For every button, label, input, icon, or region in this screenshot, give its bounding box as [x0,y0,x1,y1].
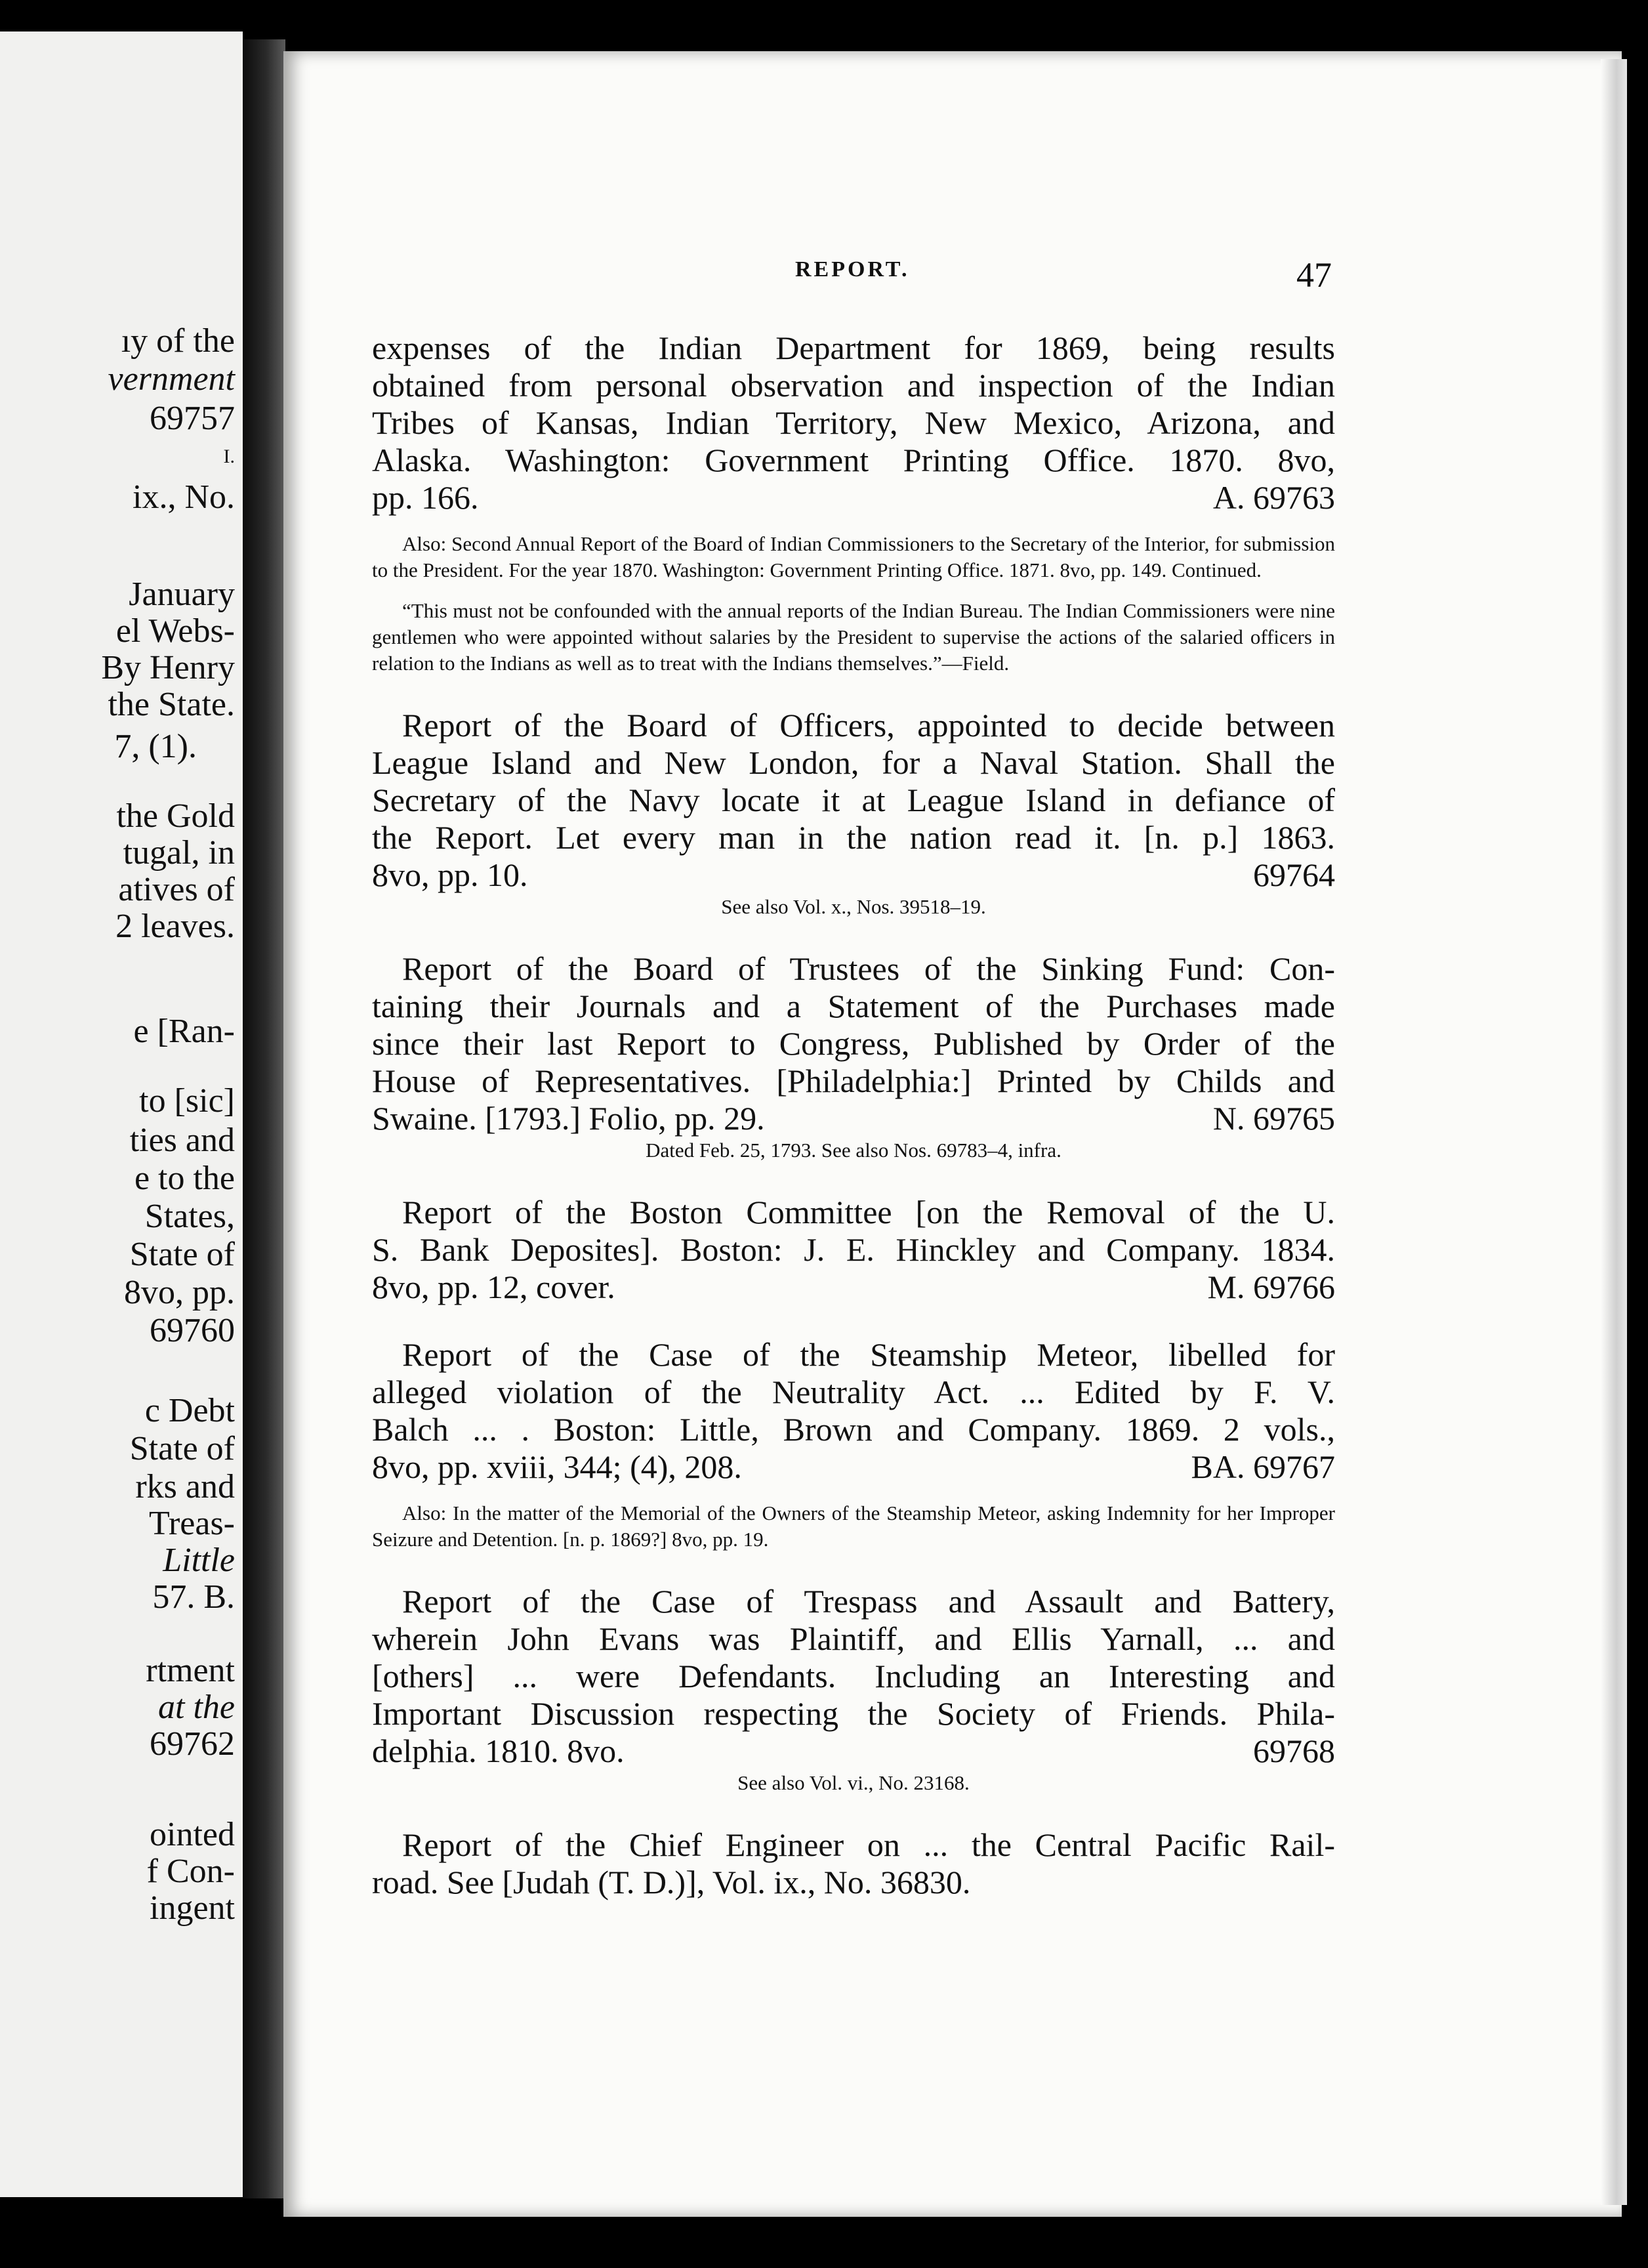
also-note: Also: In the matter of the Memorial of the Owners of the Steamship Meteor, asking Indemnity for her Improper Seizure and Detention. [n. p. 1869?] 8vo, pp. 19. [372,1502,1335,1551]
entry-line: wherein John Evans was Plaintiff, and Ellis Yarnall, ... and [372,1620,1335,1657]
entry-board-of-officers [372,707,1335,920]
entry-line: since their last Report to Congress, Published by Order of the [372,1025,1335,1062]
entry-line: Alaska. Washington: Government Printing Office. 1870. 8vo, [372,442,1335,478]
left-line: ıy of the [121,322,235,360]
text-column [372,329,1335,1901]
dated-note: Dated Feb. 25, 1793. See also Nos. 69783–4, infra. [646,1139,1061,1162]
left-line: e to the [134,1160,235,1197]
entry-line: Report of the Case of Trespass and Assault and Battery, [402,1583,1335,1620]
left-line: 7, (1). [114,728,197,765]
left-line: el Webs- [115,612,235,650]
left-line: By Henry [101,649,235,686]
entry-line: expenses of the Indian Department for 1869, being results [372,329,1335,366]
left-line: e [Ran- [133,1013,235,1050]
left-line: c Debt [144,1392,235,1429]
entry-line: [others] ... were Defendants. Including an Interesting and [372,1658,1335,1694]
left-line: January [129,576,235,613]
entry-trespass-case [372,1583,1335,1796]
left-line: 69762 [150,1725,235,1763]
entry-line: House of Representatives. [Philadelphia:] Printed by Childs and [372,1062,1335,1099]
left-page-fragment [0,32,243,2197]
left-line: 57. B. [152,1578,235,1616]
entry-line: Report of the Chief Engineer on ... the Central Pacific Rail- [402,1826,1335,1863]
entry-last-line [372,479,1335,516]
left-line: Treas- [149,1505,235,1542]
entry-chief-engineer [372,1826,1335,1901]
entry-last-line [372,1269,1335,1306]
page-edge [1601,59,1627,2205]
left-line: State of [129,1236,235,1273]
book-gutter [243,39,285,2198]
entry-number: M. 69766 [1207,1269,1335,1305]
see-also: See also Vol. vi., No. 23168. [737,1771,970,1794]
left-line: atives of [118,871,235,908]
entry-steamship-meteor [372,1336,1335,1553]
entry-tail: pp. 166. [372,479,479,516]
entry-line: the Report. Let every man in the nation read it. [n. p.] 1863. [372,819,1335,856]
left-line: f Con- [146,1853,235,1890]
entry-sinking-fund [372,950,1335,1164]
left-line: ix., No. [133,478,235,516]
entry-line: taining their Journals and a Statement of the Purchases made [372,988,1335,1024]
entry-line: Important Discussion respecting the Society of Friends. Phila- [372,1695,1335,1732]
entry-last-line [372,1100,1335,1137]
entry-last-line [372,1732,1335,1770]
entry-line: Balch ... . Boston: Little, Brown and Company. 1869. 2 vols., [372,1411,1335,1448]
left-line: ointed [150,1816,235,1853]
entry-indian-department [372,329,1335,677]
left-line: ingent [150,1889,235,1927]
entry-tail: Swaine. [1793.] Folio, pp. 29. [372,1100,765,1137]
left-line: Little [163,1542,235,1579]
entry-tail: 8vo, pp. xviii, 344; (4), 208. [372,1448,742,1485]
entry-number: 69764 [1253,856,1335,893]
entry-boston-committee [372,1194,1335,1306]
running-title: REPORT. [795,257,910,282]
left-line: 69757 [150,400,235,437]
left-line: States, [144,1198,235,1235]
entry-line: S. Bank Deposites]. Boston: J. E. Hinckley and Company. 1834. [372,1231,1335,1268]
entry-line: Tribes of Kansas, Indian Territory, New Mexico, Arizona, and [372,404,1335,441]
left-line: 2 leaves. [115,908,235,945]
entry-line: Report of the Case of the Steamship Meteor, libelled for [402,1336,1335,1373]
entry-last-line: road. See [Judah (T. D.)], Vol. ix., No. 36830. [372,1864,971,1900]
left-line: rks and [135,1468,235,1505]
left-line: ties and [129,1122,235,1159]
entry-line: Report of the Board of Officers, appointed to decide between [402,707,1335,744]
entry-line: alleged violation of the Neutrality Act. ... Edited by F. V. [372,1374,1335,1410]
left-line: tugal, in [123,834,235,872]
left-line: 8vo, pp. [124,1274,235,1311]
page-number: 47 [1296,255,1332,295]
entry-last-line [372,1448,1335,1486]
left-line: the State. [108,686,235,723]
left-line: rtment [146,1652,235,1689]
left-line: at the [158,1689,235,1726]
entry-line: Report of the Boston Committee [on the Removal of the U. [402,1194,1335,1230]
left-line: vernment [108,360,235,398]
entry-number: 69768 [1253,1732,1335,1769]
entry-line: obtained from personal observation and inspection of the Indian [372,367,1335,404]
entry-tail: 8vo, pp. 10. [372,856,528,893]
left-line: I. [223,446,235,467]
left-line: to [sic] [139,1082,235,1120]
also-note: Also: Second Annual Report of the Board of Indian Commissioners to the Secretary of the Interior, for submission to the President. For the year 1870. Washington: Government Printing Office. 1871. 8vo, pp. 149. Continued. [372,532,1335,581]
entry-line: Report of the Board of Trustees of the Sinking Fund: Con- [402,950,1335,987]
left-line: the Gold [116,797,235,835]
see-also: See also Vol. x., Nos. 39518–19. [721,895,986,918]
entry-number: A. 69763 [1212,479,1335,516]
entry-last-line [372,856,1335,894]
quote-note: “This must not be confounded with the annual reports of the Indian Bureau. The Indian Commissioners were nine gentlemen who were appointed without salaries by the President to supervise the actions of the salaried officers in relation to the Indians as well as to treat with the Indians themselves.”—Field. [372,599,1335,675]
entry-line: League Island and New London, for a Naval Station. Shall the [372,744,1335,781]
entry-tail: delphia. 1810. 8vo. [372,1732,625,1769]
entry-tail: 8vo, pp. 12, cover. [372,1269,615,1305]
entry-line: Secretary of the Navy locate it at League Island in defiance of [372,782,1335,818]
entry-number: BA. 69767 [1191,1448,1335,1485]
left-line: State of [129,1430,235,1467]
left-line: 69760 [150,1312,235,1349]
entry-number: N. 69765 [1212,1100,1335,1137]
